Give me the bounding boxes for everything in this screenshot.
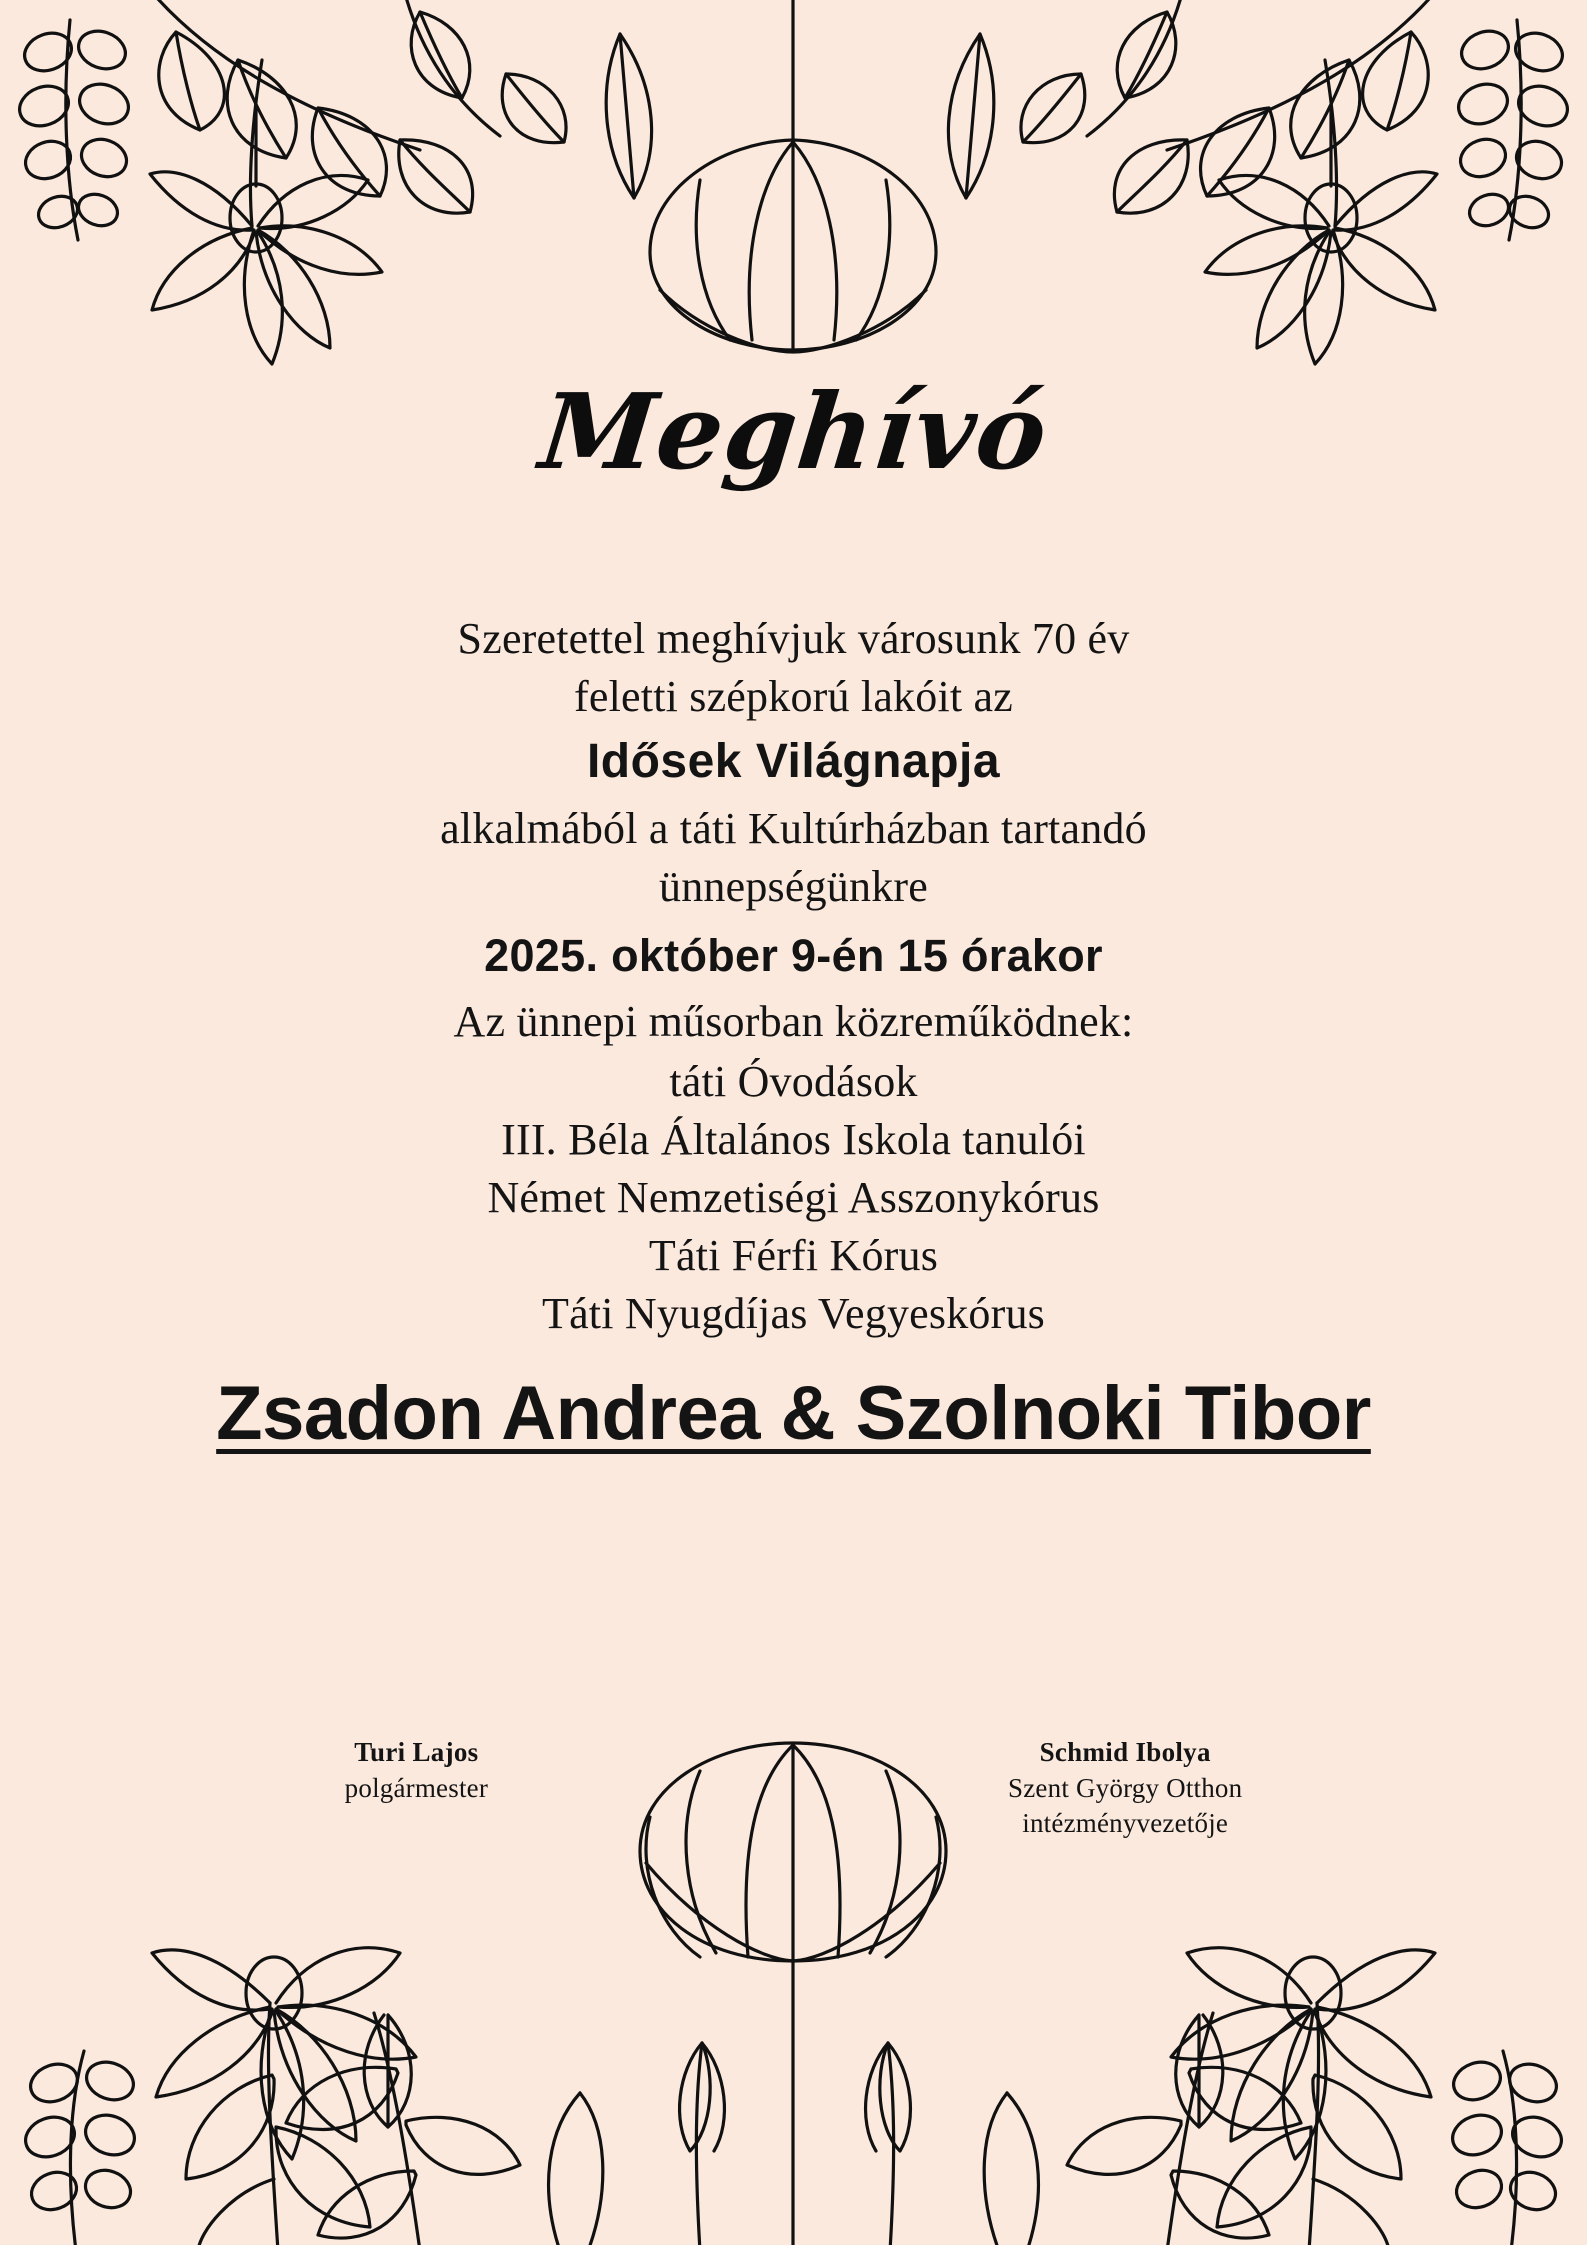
- signature-name: Schmid Ibolya: [1039, 1737, 1211, 1767]
- list-item: Táti Férfi Kórus: [648, 1231, 939, 1281]
- list-item: táti Óvodások: [669, 1057, 918, 1107]
- intro-line-2: feletti szépkorú lakóit az: [574, 672, 1013, 722]
- page-title: Meghívó: [534, 370, 1053, 493]
- invitation-body: [144, 610, 1444, 1457]
- signature-left: [345, 1735, 488, 1842]
- list-item: Táti Nyugdíjas Vegyeskórus: [542, 1289, 1045, 1339]
- floral-border-bottom-icon: [0, 1631, 1587, 2245]
- occasion-title: Idősek Világnapja: [586, 735, 1001, 789]
- floral-border-top-icon: [0, 0, 1587, 420]
- date-time: 2025. október 9-én 15 órakor: [484, 929, 1103, 981]
- signature-block: [0, 1735, 1587, 1842]
- intro-line-1: Szeretettel meghívjuk városunk 70 év: [457, 614, 1130, 663]
- list-item: Német Nemzetiségi Asszonykórus: [487, 1173, 1100, 1223]
- signature-right: [1008, 1735, 1242, 1842]
- venue-line-1: alkalmából a táti Kultúrházban tartandó: [440, 803, 1147, 853]
- signature-role-secondary: intézményvezetője: [1022, 1808, 1229, 1839]
- program-intro: Az ünnepi műsorban közreműködnek:: [453, 997, 1134, 1047]
- performers-list: [144, 1053, 1444, 1343]
- list-item: III. Béla Általános Iskola tanulói: [501, 1115, 1086, 1165]
- invitation-title-wrap: [0, 370, 1587, 493]
- venue-line-2: ünnepségünkre: [659, 861, 928, 911]
- headliner-performers: Zsadon Andrea & Szolnoki Tibor: [216, 1370, 1371, 1456]
- signature-role: Szent György Otthon: [1008, 1772, 1243, 1803]
- signature-name: Turi Lajos: [354, 1737, 479, 1767]
- signature-role: polgármester: [344, 1772, 489, 1803]
